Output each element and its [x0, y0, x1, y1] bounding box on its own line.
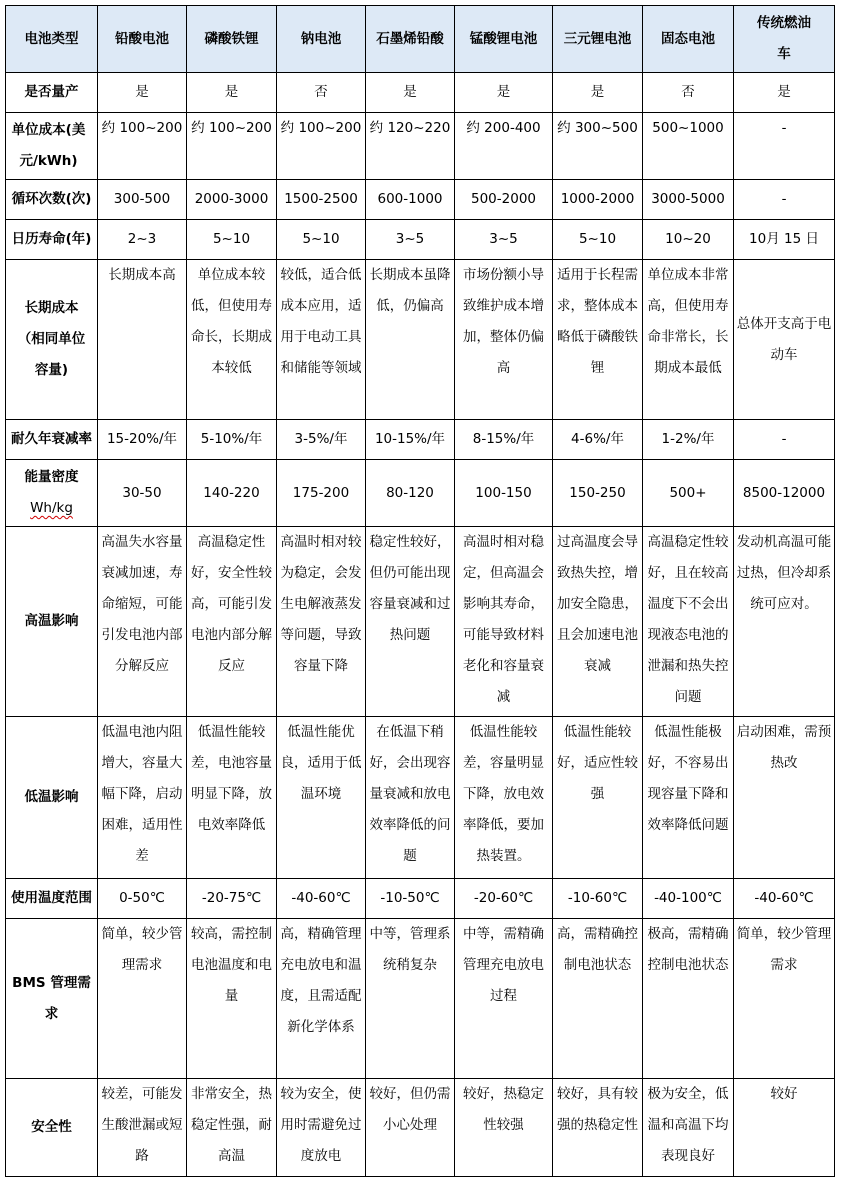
header-cell: 固态电池 — [643, 6, 734, 73]
row-unit: Wh/kg — [30, 500, 73, 516]
table-cell: -40-60℃ — [734, 879, 835, 919]
header-cell: 传统燃油车 — [734, 6, 835, 73]
table-cell: 8-15%/年 — [455, 420, 553, 460]
table-cell: 4-6%/年 — [553, 420, 643, 460]
table-cell: 长期成本高 — [98, 260, 187, 420]
table-cell: 较为安全，使用时需避免过度放电 — [277, 1079, 366, 1177]
table-row — [6, 1079, 835, 1177]
table-cell: 30-50 — [98, 460, 187, 527]
table-cell: 较好，具有较强的热稳定性 — [553, 1079, 643, 1177]
table-cell: 高温稳定性好，安全性较高，可能引发电池内部分解反应 — [187, 527, 277, 717]
table-cell: 是 — [187, 73, 277, 113]
table-cell: 3~5 — [455, 220, 553, 260]
table-cell: 5~10 — [187, 220, 277, 260]
battery-comparison-table — [5, 5, 835, 1177]
header-cell: 锰酸锂电池 — [455, 6, 553, 73]
table-row — [6, 717, 835, 879]
table-cell: 市场份额小导致维护成本增加，整体仍偏高 — [455, 260, 553, 420]
row-label: 长期成本（相同单位容量) — [6, 260, 98, 420]
table-cell: 15-20%/年 — [98, 420, 187, 460]
table-cell: 较差，可能发生酸泄漏或短路 — [98, 1079, 187, 1177]
row-label: 日历寿命(年) — [6, 220, 98, 260]
table-cell: 高温时相对较为稳定，会发生电解液蒸发等问题，导致容量下降 — [277, 527, 366, 717]
table-cell: 总体开支高于电动车 — [734, 260, 835, 420]
table-cell: 2000-3000 — [187, 180, 277, 220]
table-cell: 140-220 — [187, 460, 277, 527]
table-cell: 约 200-400 — [455, 113, 553, 180]
table-cell: 5~10 — [553, 220, 643, 260]
table-cell: 简单，较少管理需求 — [98, 919, 187, 1079]
table-cell: 10~20 — [643, 220, 734, 260]
table-cell: 175-200 — [277, 460, 366, 527]
header-row — [6, 6, 835, 73]
table-cell: 是 — [455, 73, 553, 113]
table-row — [6, 527, 835, 717]
table-cell: 是 — [366, 73, 455, 113]
table-cell: 低温性能较好，适应性较强 — [553, 717, 643, 879]
table-cell: -20-75℃ — [187, 879, 277, 919]
table-cell: 80-120 — [366, 460, 455, 527]
table-row — [6, 879, 835, 919]
table-cell: 低温电池内阻增大，容量大幅下降，启动困难，适用性差 — [98, 717, 187, 879]
table-cell: 非常安全，热稳定性强，耐高温 — [187, 1079, 277, 1177]
table-cell: - — [734, 420, 835, 460]
table-cell: 100-150 — [455, 460, 553, 527]
table-row — [6, 260, 835, 420]
table-cell: 较高，需控制电池温度和电量 — [187, 919, 277, 1079]
table-cell: -20-60℃ — [455, 879, 553, 919]
table-cell: 低温性能较差，容量明显下降，放电效率降低，要加热装置。 — [455, 717, 553, 879]
table-cell: - — [734, 180, 835, 220]
table-cell: 长期成本虽降低，仍偏高 — [366, 260, 455, 420]
table-cell: 简单，较少管理需求 — [734, 919, 835, 1079]
table-cell: 500~1000 — [643, 113, 734, 180]
table-cell: 中等，需精确管理充电放电过程 — [455, 919, 553, 1079]
table-cell: 高，需精确控制电池状态 — [553, 919, 643, 1079]
table-row — [6, 460, 835, 527]
table-cell: 5~10 — [277, 220, 366, 260]
table-cell: -10-50℃ — [366, 879, 455, 919]
table-cell: 中等，管理系统稍复杂 — [366, 919, 455, 1079]
header-cell: 电池类型 — [6, 6, 98, 73]
table-cell: 高温失水容量衰减加速，寿命缩短，可能引发电池内部分解反应 — [98, 527, 187, 717]
table-cell: 低温性能较差，电池容量明显下降，放电效率降低 — [187, 717, 277, 879]
table-row — [6, 113, 835, 180]
table-cell: 启动困难，需预热改 — [734, 717, 835, 879]
table-cell: 在低温下稍好，会出现容量衰减和放电效率降低的问题 — [366, 717, 455, 879]
table-row — [6, 180, 835, 220]
table-cell: -40-60℃ — [277, 879, 366, 919]
table-cell: 约 100~200 — [277, 113, 366, 180]
table-cell: 否 — [277, 73, 366, 113]
table-cell: - — [734, 113, 835, 180]
table-cell: 约 100~200 — [187, 113, 277, 180]
table-cell: 500+ — [643, 460, 734, 527]
table-cell: 8500-12000 — [734, 460, 835, 527]
table-cell: 约 300~500 — [553, 113, 643, 180]
header-cell: 钠电池 — [277, 6, 366, 73]
table-cell: -40-100℃ — [643, 879, 734, 919]
table-cell: 约 120~220 — [366, 113, 455, 180]
table-cell: 低温性能优良，适用于低温环境 — [277, 717, 366, 879]
table-cell: 高温稳定性较好，且在较高温度下不会出现液态电池的泄漏和热失控问题 — [643, 527, 734, 717]
table-cell: 150-250 — [553, 460, 643, 527]
row-label-cell — [6, 460, 98, 527]
header-cell: 石墨烯铅酸 — [366, 6, 455, 73]
table-cell: 高温时相对稳定，但高温会影响其寿命，可能导致材料老化和容量衰减 — [455, 527, 553, 717]
table-cell: 500-2000 — [455, 180, 553, 220]
row-label: 能量密度 — [24, 469, 79, 485]
row-label: BMS 管理需求 — [6, 919, 98, 1079]
table-cell: 发动机高温可能过热，但冷却系统可应对。 — [734, 527, 835, 717]
table-cell: 适用于长程需求，整体成本略低于磷酸铁锂 — [553, 260, 643, 420]
table-cell: 3~5 — [366, 220, 455, 260]
table-cell: 是 — [734, 73, 835, 113]
table-cell: 低温性能极好，不容易出现容量下降和效率降低问题 — [643, 717, 734, 879]
table-cell: 0-50℃ — [98, 879, 187, 919]
table-cell: 高，精确管理充电放电和温度，且需适配新化学体系 — [277, 919, 366, 1079]
header-cell: 磷酸铁锂 — [187, 6, 277, 73]
table-cell: 是 — [553, 73, 643, 113]
table-cell: 单位成本较低，但使用寿命长，长期成本较低 — [187, 260, 277, 420]
header-cell: 铅酸电池 — [98, 6, 187, 73]
table-cell: 600-1000 — [366, 180, 455, 220]
table-cell: 3000-5000 — [643, 180, 734, 220]
table-cell: 300-500 — [98, 180, 187, 220]
table-row — [6, 73, 835, 113]
table-cell: 10月 15 日 — [734, 220, 835, 260]
table-cell: 过高温度会导致热失控，增加安全隐患，且会加速电池衰减 — [553, 527, 643, 717]
table-cell: 5-10%/年 — [187, 420, 277, 460]
table-cell: 10-15%/年 — [366, 420, 455, 460]
header-cell: 三元锂电池 — [553, 6, 643, 73]
row-label: 耐久年衰减率 — [6, 420, 98, 460]
row-label: 单位成本(美元/kWh) — [6, 113, 98, 180]
table-cell: 较好，但仍需小心处理 — [366, 1079, 455, 1177]
table-cell: 极高，需精确控制电池状态 — [643, 919, 734, 1079]
row-label: 低温影响 — [6, 717, 98, 879]
table-cell: -10-60℃ — [553, 879, 643, 919]
row-label: 是否量产 — [6, 73, 98, 113]
table-cell: 1000-2000 — [553, 180, 643, 220]
row-label: 安全性 — [6, 1079, 98, 1177]
table-cell: 2~3 — [98, 220, 187, 260]
table-cell: 稳定性较好，但仍可能出现容量衰减和过热问题 — [366, 527, 455, 717]
table-row — [6, 919, 835, 1079]
table-cell: 单位成本非常高，但使用寿命非常长，长期成本最低 — [643, 260, 734, 420]
row-label: 高温影响 — [6, 527, 98, 717]
row-label: 使用温度范围 — [6, 879, 98, 919]
row-label: 循环次数(次) — [6, 180, 98, 220]
table-cell: 较好 — [734, 1079, 835, 1177]
table-cell: 3-5%/年 — [277, 420, 366, 460]
table-row — [6, 220, 835, 260]
table-cell: 1-2%/年 — [643, 420, 734, 460]
table-cell: 否 — [643, 73, 734, 113]
table-cell: 极为安全，低温和高温下均表现良好 — [643, 1079, 734, 1177]
table-cell: 是 — [98, 73, 187, 113]
table-cell: 1500-2500 — [277, 180, 366, 220]
table-row — [6, 420, 835, 460]
table-cell: 较低，适合低成本应用，适用于电动工具和储能等领域 — [277, 260, 366, 420]
table-cell: 较好，热稳定性较强 — [455, 1079, 553, 1177]
table-cell: 约 100~200 — [98, 113, 187, 180]
